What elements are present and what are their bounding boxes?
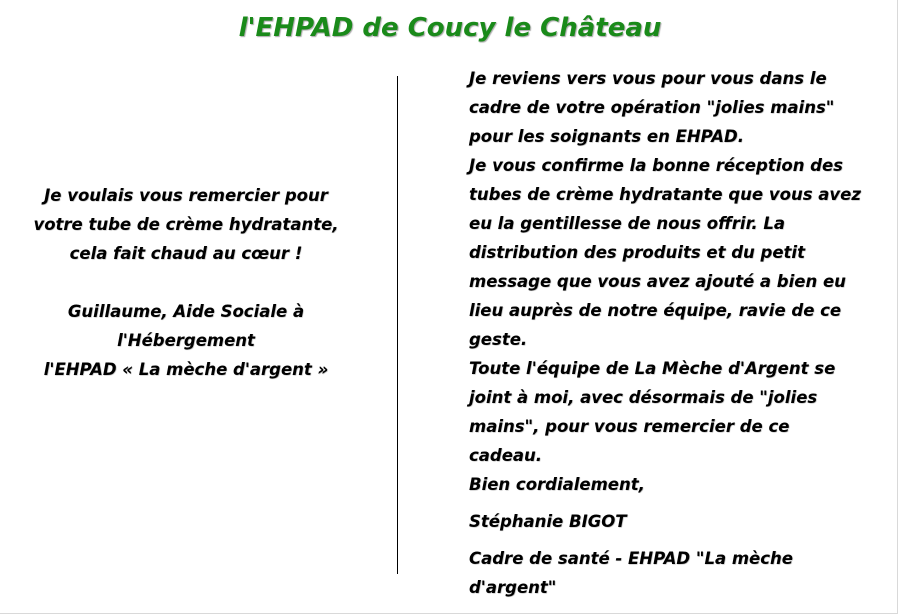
- letter-line: Toute l'équipe de La Mèche d'Argent se: [469, 359, 836, 378]
- left-message: [0, 181, 372, 384]
- left-signature-line: Guillaume, Aide Sociale à: [67, 302, 305, 321]
- left-signature-line: l'EHPAD « La mèche d'argent »: [43, 360, 329, 379]
- signer-name: Stéphanie BIGOT: [469, 512, 627, 531]
- letter-line: Je vous confirme la bonne réception des: [469, 156, 844, 175]
- left-message-line: votre tube de crème hydratante,: [33, 215, 339, 234]
- letter-line: geste.: [469, 330, 528, 349]
- column-divider: [397, 76, 398, 574]
- letter-line: joint à moi, avec désormais de "jolies: [469, 388, 818, 407]
- letter-line: eu la gentillesse de nous offrir. La: [469, 214, 786, 233]
- letter-line: distribution des produits et du petit: [469, 243, 805, 262]
- letter-line: cadre de votre opération "jolies mains": [469, 98, 835, 117]
- left-message-spacer: [0, 268, 372, 297]
- left-message-line: Je voulais vous remercier pour: [44, 186, 328, 205]
- letter-line: cadeau.: [469, 446, 543, 465]
- letter-spacer: [469, 536, 897, 544]
- signer-role-line: d'argent": [469, 578, 557, 597]
- letter-line: message que vous avez ajouté a bien eu: [469, 272, 846, 291]
- letter-line: lieu auprès de notre équipe, ravie de ce: [469, 301, 842, 320]
- letter-line: mains", pour vous remercier de ce: [469, 417, 790, 436]
- letter-line: Je reviens vers vous pour vous dans le: [469, 69, 827, 88]
- document-title: l'EHPAD de Coucy le Château: [238, 13, 662, 43]
- right-letter: [469, 64, 897, 602]
- letter-spacer: [469, 499, 897, 507]
- left-signature-line: l'Hébergement: [117, 331, 255, 350]
- left-message-line: cela fait chaud au cœur !: [69, 244, 303, 263]
- signer-role-line: Cadre de santé - EHPAD "La mèche: [469, 549, 793, 568]
- letter-line: Bien cordialement,: [469, 475, 645, 494]
- letter-line: pour les soignants en EHPAD.: [469, 127, 744, 146]
- letter-line: tubes de crème hydratante que vous avez: [469, 185, 861, 204]
